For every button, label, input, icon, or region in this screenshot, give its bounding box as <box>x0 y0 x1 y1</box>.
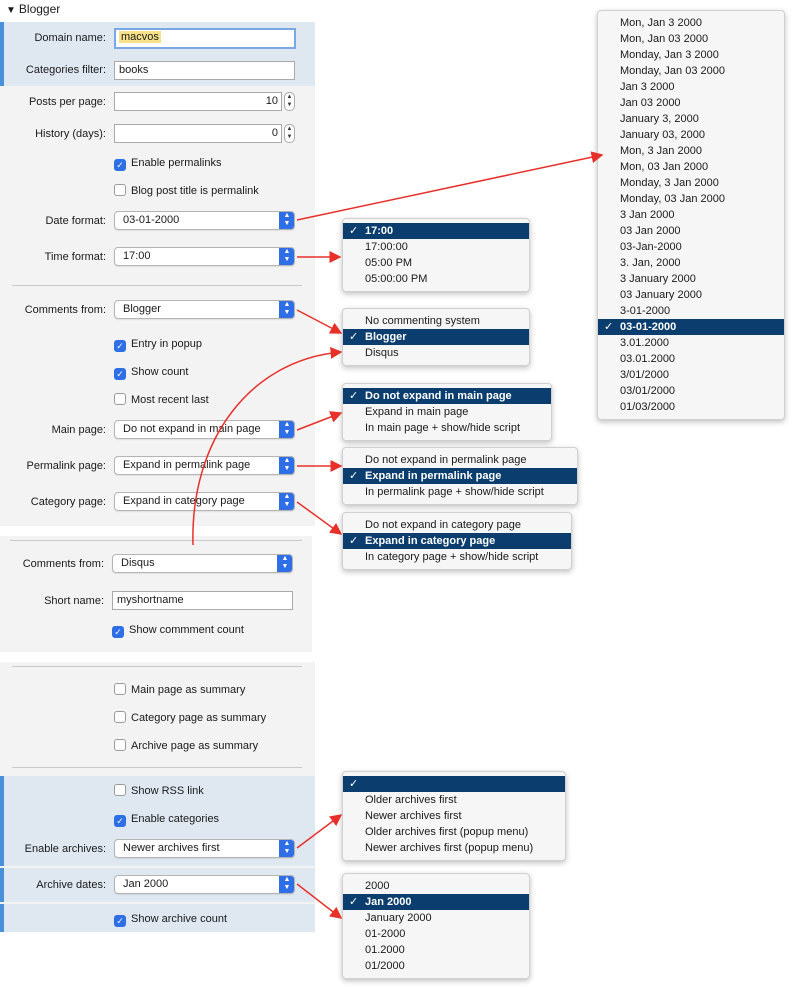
permalink-page-label: Permalink page: <box>26 460 106 472</box>
enable-archives-menu-item[interactable]: Newer archives first <box>365 810 462 822</box>
popup-arrows-icon: ▲ ▼ <box>279 875 295 894</box>
checkmark-icon: ✓ <box>114 815 126 827</box>
most-recent-last-checkbox[interactable]: Most recent last <box>114 393 209 407</box>
date-format-menu-item[interactable]: 03-Jan-2000 <box>620 241 682 253</box>
arrow-date-format <box>297 155 602 220</box>
date-format-menu-item[interactable]: 01/03/2000 <box>620 401 676 413</box>
category-page-menu-item[interactable]: Do not expand in category page <box>365 519 521 531</box>
divider <box>12 285 302 286</box>
posts-per-page-label: Posts per page: <box>28 96 106 108</box>
time-format-menu <box>342 218 530 292</box>
permalink-page-menu-item[interactable]: ✓ Expand in permalink page <box>343 468 577 484</box>
time-format-menu-item[interactable]: 05:00 PM <box>365 257 413 269</box>
date-format-menu-item[interactable]: Monday, Jan 03 2000 <box>620 65 725 77</box>
date-format-menu-item[interactable]: Jan 3 2000 <box>620 81 675 93</box>
enable-archives-label: Enable archives: <box>24 843 106 855</box>
checkmark-icon: ✓ <box>349 896 359 908</box>
category-page-menu-item[interactable]: In category page + show/hide script <box>365 551 539 563</box>
date-format-menu-item[interactable]: Monday, 3 Jan 2000 <box>620 177 719 189</box>
date-format-menu-item[interactable]: 3-01-2000 <box>620 305 671 317</box>
archive-dates-menu-item[interactable]: 01.2000 <box>365 944 405 956</box>
enable-archives-popup[interactable]: Newer archives first ▲ ▼ <box>114 839 295 858</box>
archive-dates-popup[interactable]: Jan 2000 ▲ ▼ <box>114 875 295 894</box>
time-format-popup[interactable]: 17:00 ▲ ▼ <box>114 247 295 266</box>
disclosure-triangle-icon[interactable]: ▼ <box>6 5 16 16</box>
checkmark-icon: ✓ <box>349 390 359 402</box>
popup-arrows-icon: ▲ ▼ <box>279 839 295 858</box>
comments-from-label: Comments from: <box>24 304 106 316</box>
enable-permalinks-checkbox[interactable]: ✓ Enable permalinks <box>114 156 222 171</box>
checkmark-icon: ✓ <box>114 915 126 927</box>
category-page-menu <box>342 512 572 570</box>
date-format-menu-item[interactable]: ✓ 03-01-2000 <box>598 319 784 335</box>
time-format-label: Time format: <box>44 251 106 263</box>
date-format-menu-item[interactable]: 3. Jan, 2000 <box>620 257 681 269</box>
show-archive-count-checkbox[interactable]: ✓ Show archive count <box>114 912 227 927</box>
enable-categories-checkbox[interactable]: ✓ Enable categories <box>114 812 219 827</box>
divider <box>12 767 302 768</box>
archive-dates-menu-item[interactable]: 01-2000 <box>365 928 406 940</box>
date-format-menu-item[interactable]: Mon, Jan 3 2000 <box>620 17 702 29</box>
history-field[interactable]: 0 <box>114 124 282 143</box>
archive-dates-menu <box>342 873 530 979</box>
domain-name-field[interactable]: macvos <box>114 28 296 49</box>
archive-dates-menu-item[interactable]: 2000 <box>365 880 390 892</box>
main-page-label: Main page: <box>51 424 106 436</box>
date-format-popup[interactable]: 03-01-2000 ▲ ▼ <box>114 211 295 230</box>
category-page-popup[interactable]: Expand in category page ▲ ▼ <box>114 492 295 511</box>
main-page-menu-item[interactable]: In main page + show/hide script <box>365 422 521 434</box>
date-format-menu <box>597 10 785 420</box>
popup-arrows-icon: ▲ ▼ <box>279 420 295 439</box>
archive-dates-menu-item[interactable]: January 2000 <box>365 912 432 924</box>
date-format-menu-item[interactable]: 3 January 2000 <box>620 273 696 285</box>
comments-from-menu-item[interactable]: ✓ Blogger <box>343 329 529 345</box>
date-format-menu-item[interactable]: Mon, 03 Jan 2000 <box>620 161 709 173</box>
history-label: History (days): <box>35 128 106 140</box>
main-page-menu-item[interactable]: ✓ Do not expand in main page <box>343 388 551 404</box>
checkmark-icon: ✓ <box>114 159 126 171</box>
main-page-menu <box>342 383 552 441</box>
date-format-label: Date format: <box>45 215 106 227</box>
categories-filter-label: Categories filter: <box>25 64 106 76</box>
divider <box>12 666 302 667</box>
date-format-menu-item[interactable]: January 3, 2000 <box>620 113 699 125</box>
archive-dates-menu-item[interactable]: 01/2000 <box>365 960 405 972</box>
permalink-page-menu-item[interactable]: In permalink page + show/hide script <box>365 486 544 498</box>
short-name-label: Short name: <box>44 595 104 607</box>
category-page-summary-checkbox[interactable]: Category page as summary <box>114 711 266 725</box>
posts-per-page-stepper[interactable]: ▲ ▼ <box>284 92 295 111</box>
archive-dates-menu-item[interactable]: ✓ Jan 2000 <box>343 894 529 910</box>
checkmark-icon: ✓ <box>349 535 359 547</box>
date-format-menu-item[interactable]: 3 Jan 2000 <box>620 209 675 221</box>
time-format-menu-item[interactable]: 17:00:00 <box>365 241 408 253</box>
date-format-menu-item[interactable]: 03.01.2000 <box>620 353 676 365</box>
blog-post-title-permalink-checkbox[interactable]: Blog post title is permalink <box>114 184 259 198</box>
comments-from-menu <box>342 308 530 366</box>
enable-archives-menu-item[interactable] <box>343 776 565 792</box>
show-rss-link-checkbox[interactable]: Show RSS link <box>114 784 204 798</box>
date-format-menu-item[interactable]: Mon, 3 Jan 2000 <box>620 145 702 157</box>
time-format-menu-item[interactable]: 05:00:00 PM <box>365 273 428 285</box>
show-count-checkbox[interactable]: ✓ Show count <box>114 365 188 380</box>
categories-filter-field[interactable]: books <box>114 61 295 80</box>
archive-dates-label: Archive dates: <box>36 879 106 891</box>
popup-arrows-icon: ▲ ▼ <box>279 211 295 230</box>
date-format-menu-item[interactable]: Jan 03 2000 <box>620 97 681 109</box>
comments-from-popup[interactable]: Blogger ▲ ▼ <box>114 300 295 319</box>
show-comment-count-checkbox[interactable]: ✓ Show commment count <box>112 623 244 638</box>
history-stepper[interactable]: ▲ ▼ <box>284 124 295 143</box>
short-name-field[interactable]: myshortname <box>112 591 293 610</box>
divider <box>10 540 302 541</box>
date-format-menu-item[interactable]: 03/01/2000 <box>620 385 676 397</box>
permalink-page-menu <box>342 447 578 505</box>
checkmark-icon: ✓ <box>349 470 359 482</box>
date-format-menu-item[interactable]: January 03, 2000 <box>620 129 706 141</box>
main-page-menu-item[interactable]: Expand in main page <box>365 406 469 418</box>
checkmark-icon: ✓ <box>349 331 359 343</box>
enable-archives-menu-item[interactable]: Newer archives first (popup menu) <box>365 842 534 854</box>
domain-name-label: Domain name: <box>34 32 106 44</box>
popup-arrows-icon: ▲ ▼ <box>279 247 295 266</box>
checkmark-icon: ✓ <box>114 340 126 352</box>
section-disclosure[interactable] <box>6 2 60 16</box>
main-page-summary-checkbox[interactable]: Main page as summary <box>114 683 245 697</box>
enable-archives-menu-item[interactable]: Older archives first (popup menu) <box>365 826 529 838</box>
comments-from-menu-item[interactable]: No commenting system <box>365 315 480 327</box>
time-format-menu-item[interactable]: ✓ 17:00 <box>343 223 529 239</box>
entry-in-popup-checkbox[interactable]: ✓ Entry in popup <box>114 337 202 352</box>
date-format-menu-item[interactable]: Monday, 03 Jan 2000 <box>620 193 725 205</box>
posts-per-page-field[interactable]: 10 <box>114 92 282 111</box>
date-format-menu-item[interactable]: 03 Jan 2000 <box>620 225 681 237</box>
main-page-popup[interactable]: Do not expand in main page ▲ ▼ <box>114 420 295 439</box>
enable-archives-menu <box>342 771 566 861</box>
date-format-menu-item[interactable]: Mon, Jan 03 2000 <box>620 33 709 45</box>
popup-arrows-icon: ▲ ▼ <box>279 492 295 511</box>
date-format-menu-item[interactable]: 3.01.2000 <box>620 337 669 349</box>
popup-arrows-icon: ▲ ▼ <box>277 554 293 573</box>
enable-archives-menu-item[interactable]: Older archives first <box>365 794 457 806</box>
checkmark-icon: ✓ <box>114 368 126 380</box>
checkmark-icon: ✓ <box>604 321 614 333</box>
popup-arrows-icon: ▲ ▼ <box>279 300 295 319</box>
popup-arrows-icon: ▲ ▼ <box>279 456 295 475</box>
category-page-menu-item[interactable]: ✓ Expand in category page <box>343 533 571 549</box>
permalink-page-popup[interactable]: Expand in permalink page ▲ ▼ <box>114 456 295 475</box>
date-format-menu-item[interactable]: Monday, Jan 3 2000 <box>620 49 719 61</box>
checkmark-icon: ✓ <box>349 778 359 790</box>
permalink-page-menu-item[interactable]: Do not expand in permalink page <box>365 454 527 466</box>
comments-from-menu-item[interactable]: Disqus <box>365 347 399 359</box>
disqus-comments-from-popup[interactable]: Disqus ▲ ▼ <box>112 554 293 573</box>
archive-page-summary-checkbox[interactable]: Archive page as summary <box>114 739 258 753</box>
section-title: Blogger <box>18 2 61 16</box>
disqus-comments-from-label: Comments from: <box>22 558 104 570</box>
checkmark-icon: ✓ <box>349 225 359 237</box>
checkmark-icon: ✓ <box>112 626 124 638</box>
date-format-menu-item[interactable]: 3/01/2000 <box>620 369 669 381</box>
category-page-label: Category page: <box>30 496 106 508</box>
date-format-menu-item[interactable]: 03 January 2000 <box>620 289 702 301</box>
